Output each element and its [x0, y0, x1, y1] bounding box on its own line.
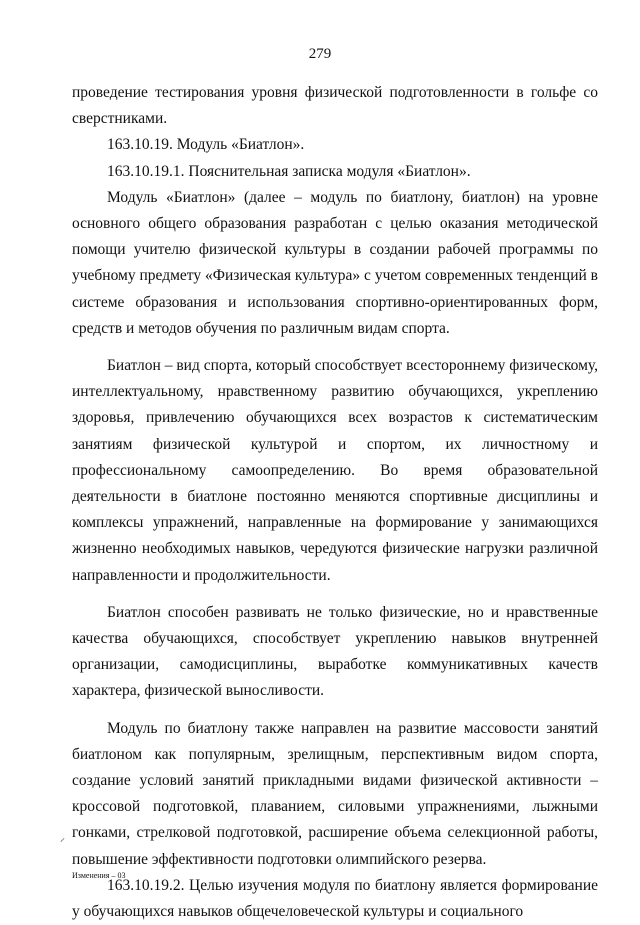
paragraph-study-goal: 163.10.19.2. Целью изучения модуля по биатлону является формирование у обучающихся навыков общечеловеческой культуры и социального [72, 876, 598, 921]
section-heading-explanatory-note: 163.10.19.1. Пояснительная записка модуля «Биатлон». [107, 162, 471, 180]
page-number: 279 [308, 46, 332, 62]
paragraph-moral-qualities: Биатлон способен развивать не только физические, но и нравственные качества обучающихся, способствует укреплению навыков внутренней организации, самодисциплины, выработке коммуникативных качеств характера, физической выносливости. [72, 603, 598, 700]
section-heading-module: 163.10.19. Модуль «Биатлон». [107, 136, 305, 154]
paragraph-intro-continuation: проведение тестирования уровня физической подготовленности в гольфе со сверстниками. [72, 84, 598, 128]
footer-revision: Изменения – 03 [72, 871, 126, 880]
scan-mark: ⸝ [60, 833, 65, 844]
paragraph-module-description: Модуль «Биатлон» (далее – модуль по биатлону, биатлон) на уровне основного общего образования разработан с целью оказания методической помощи учителю физической культуры в создании рабочей программы по учебному предмету «Физическая культура» с учетом современных тенденций в системе образования и использования спортивно-ориентированных форм, средств и методов обучения по различным видам спорта. [72, 188, 598, 337]
paragraph-mass-participation: Модуль по биатлону также направлен на развитие массовости занятий биатлоном как популярным, зрелищным, перспективным видом спорта, создание условий занятий прикладными видами физической активности – кроссовой подготовкой, плаванием, силовыми упражнениями, лыжными гонками, стрелковой подготовкой, расширение объема селекционной работы, повышение эффективности подготовки олимпийского резерва. [72, 719, 598, 868]
document-body [72, 80, 598, 925]
paragraph-biathlon-definition: Биатлон – вид спорта, который способствует всестороннему физическому, интеллектуальному, нравственному развитию обучающихся, укреплению здоровья, привлечению обучающихся всех возрастов к систематическим занятиям физической культурой и спортом, их личностному и профессиональному самоопределению. Во время образовательной деятельности в биатлоне постоянно меняются спортивные дисциплины и комплексы упражнений, направленные на формирование у занимающихся жизненно необходимых навыков, чередуются физические нагрузки различной направленности и продолжительности. [72, 357, 599, 584]
